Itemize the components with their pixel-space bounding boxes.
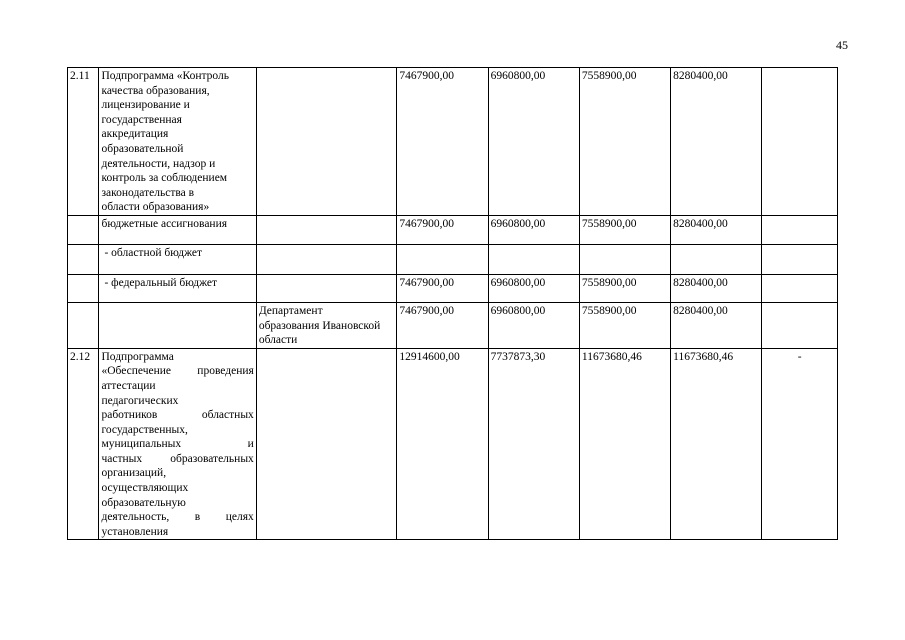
value-cell xyxy=(397,244,488,274)
last-cell: - xyxy=(762,348,838,540)
value-cell: 12914600,00 xyxy=(397,348,488,540)
row-number-cell: 2.12 xyxy=(68,348,99,540)
last-cell xyxy=(762,274,838,302)
value-cell: 7467900,00 xyxy=(397,215,488,244)
page-number: 45 xyxy=(836,38,848,52)
value-cell: 11673680,46 xyxy=(579,348,670,540)
value-cell: 8280400,00 xyxy=(671,215,762,244)
value-cell: 6960800,00 xyxy=(488,215,579,244)
table-row xyxy=(68,244,838,274)
executor-cell xyxy=(256,68,397,216)
value-cell: 8280400,00 xyxy=(671,302,762,348)
name-line: государственная xyxy=(101,113,182,126)
row-number-cell xyxy=(68,244,99,274)
value-cell: 7558900,00 xyxy=(579,302,670,348)
last-cell xyxy=(762,244,838,274)
name-line: законодательства в xyxy=(101,186,195,199)
table-row xyxy=(68,215,838,244)
name-line: Подпрограмма «Контроль xyxy=(101,70,229,82)
value-cell: 6960800,00 xyxy=(488,68,579,216)
executor-cell xyxy=(256,348,397,540)
name-line: муниципальных и xyxy=(101,438,254,451)
name-line: лицензирование и xyxy=(101,99,190,112)
name-line: осуществляющих xyxy=(101,482,189,495)
last-cell xyxy=(762,215,838,244)
row-name-cell xyxy=(99,302,256,348)
value-cell: 7737873,30 xyxy=(488,348,579,540)
value-cell: 8280400,00 xyxy=(671,274,762,302)
name-line: образовательную xyxy=(101,496,186,509)
value-cell xyxy=(671,244,762,274)
name-line: области образования» xyxy=(101,201,210,214)
value-cell: 8280400,00 xyxy=(671,68,762,216)
executor-cell xyxy=(256,215,397,244)
name-line: «Обеспечение проведения xyxy=(101,365,254,378)
name-line: образовательной xyxy=(101,142,184,155)
value-cell: 6960800,00 xyxy=(488,302,579,348)
row-number-cell xyxy=(68,274,99,302)
row-number-cell: 2.11 xyxy=(68,68,99,216)
row-number-cell xyxy=(68,302,99,348)
name-line: деятельности, надзор и xyxy=(101,157,216,170)
name-line: работников областных xyxy=(101,409,254,422)
name-line: Подпрограмма xyxy=(101,350,174,363)
table-row xyxy=(68,274,838,302)
name-line: бюджетные ассигнования xyxy=(101,217,228,230)
last-cell xyxy=(762,302,838,348)
value-cell: 7558900,00 xyxy=(579,68,670,216)
name-line: - областной бюджет xyxy=(104,246,203,259)
value-cell: 7467900,00 xyxy=(397,274,488,302)
name-line: государственных, xyxy=(101,423,188,436)
name-line: - федеральный бюджет xyxy=(104,276,218,289)
executor-line: области xyxy=(258,334,298,347)
row-name-cell xyxy=(99,274,256,302)
budget-table xyxy=(67,67,838,540)
row-number-cell xyxy=(68,215,99,244)
row-name-cell xyxy=(99,348,256,540)
name-line: частных образовательных xyxy=(101,452,254,465)
last-cell xyxy=(762,68,838,216)
name-line: организаций, xyxy=(101,467,167,480)
name-line: контроль за соблюдением xyxy=(101,172,228,185)
name-line: качества образования, xyxy=(101,84,210,97)
table-row xyxy=(68,68,838,216)
row-name-cell xyxy=(99,215,256,244)
executor-cell xyxy=(256,274,397,302)
table-row xyxy=(68,302,838,348)
value-cell: 7467900,00 xyxy=(397,302,488,348)
executor-cell xyxy=(256,244,397,274)
name-line: аккредитация xyxy=(101,128,169,141)
name-line: аттестации xyxy=(101,379,156,392)
executor-cell xyxy=(256,302,397,348)
value-cell xyxy=(579,244,670,274)
row-name-cell xyxy=(99,244,256,274)
row-name-cell xyxy=(99,68,256,216)
value-cell xyxy=(488,244,579,274)
value-cell: 7558900,00 xyxy=(579,274,670,302)
value-cell: 7558900,00 xyxy=(579,215,670,244)
name-line: деятельность, в целях xyxy=(101,511,254,524)
executor-line: Департамент xyxy=(258,304,323,317)
value-cell: 11673680,46 xyxy=(671,348,762,540)
name-line: педагогических xyxy=(101,394,179,407)
name-line: установления xyxy=(101,525,169,538)
table-row xyxy=(68,348,838,540)
value-cell: 7467900,00 xyxy=(397,68,488,216)
value-cell: 6960800,00 xyxy=(488,274,579,302)
executor-line: образования Ивановской xyxy=(258,319,381,332)
